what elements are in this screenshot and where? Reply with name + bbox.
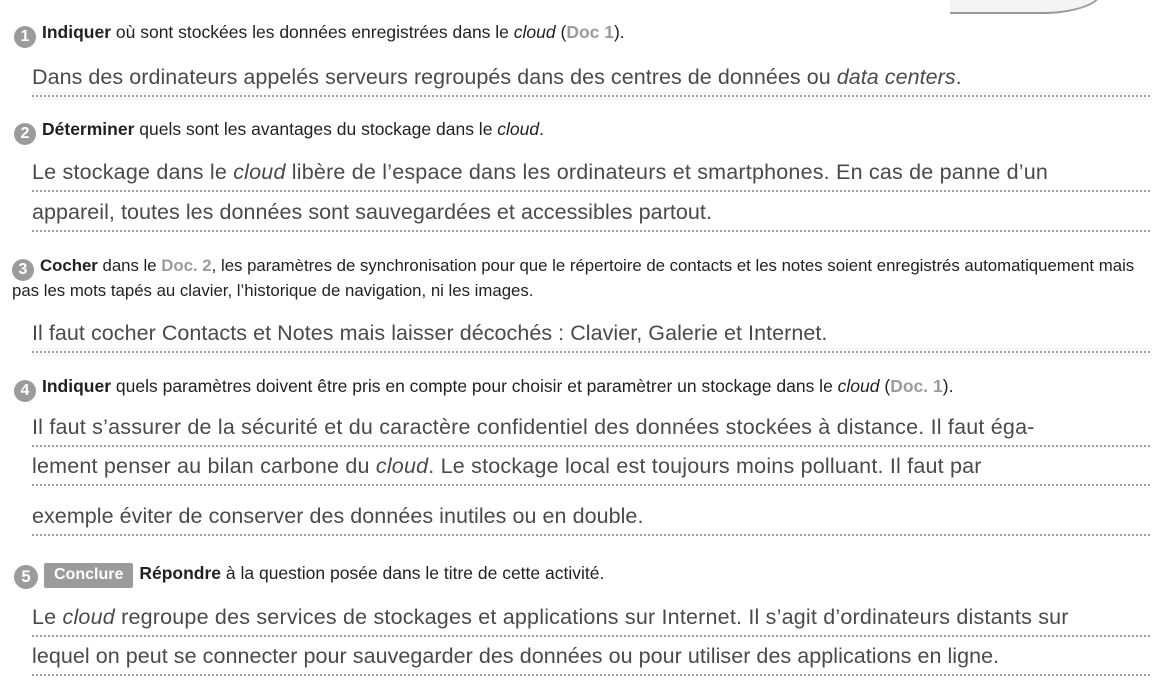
- answer-line: [32, 193, 1150, 232]
- conclure-badge: Conclure: [44, 563, 133, 588]
- question-keyword: Cocher: [40, 256, 98, 275]
- question-number-badge: 4: [14, 380, 36, 402]
- doc-reference: Doc 1: [566, 22, 614, 42]
- answer-text-italic: cloud: [375, 454, 429, 478]
- question-keyword: Répondre: [139, 563, 222, 583]
- answer-line: [32, 314, 1150, 353]
- answer-line: [32, 408, 1150, 447]
- question-text: dans le: [97, 256, 162, 275]
- question-text: où sont stockées les données enregistrées dans le: [111, 22, 514, 42]
- answer-text: Le: [32, 605, 63, 629]
- answer-text: lequel on peut se connecter pour sauvegarder des données ou pour utiliser des applications en ligne.: [32, 644, 1000, 668]
- question-keyword: Déterminer: [42, 119, 135, 139]
- question-text: quels sont les avantages du stockage dans le: [134, 119, 498, 139]
- corner-decoration: [950, 0, 1102, 14]
- question-text: ).: [613, 22, 625, 42]
- question-2: [14, 118, 544, 145]
- question-1: [14, 21, 625, 48]
- question-text-italic: cloud: [837, 376, 880, 396]
- answer-text: Le stockage dans le: [32, 160, 234, 184]
- answer-line: [32, 58, 1150, 97]
- doc-reference: Doc. 1: [890, 376, 943, 396]
- answer-text: Il faut s’assurer de la sécurité et du caractère confidentiel des données stockées à distance. Il faut éga-: [32, 415, 1035, 439]
- answer-text: lement penser au bilan carbone du: [32, 454, 376, 478]
- question-3: [12, 256, 1162, 301]
- question-keyword: Indiquer: [42, 376, 112, 396]
- answer-text-italic: cloud: [233, 160, 286, 184]
- answer-text: . Le stockage local est toujours moins polluant. Il faut par: [428, 454, 982, 478]
- question-text: ).: [942, 376, 954, 396]
- question-text-italic: cloud: [497, 119, 540, 139]
- answer-line: [32, 447, 1150, 486]
- question-number-badge: 1: [14, 26, 36, 48]
- answer-text-italic: cloud: [62, 605, 115, 629]
- question-number-badge: 3: [12, 259, 34, 281]
- question-number-badge: 5: [14, 565, 38, 589]
- answer-line: [32, 598, 1150, 637]
- answer-line: [32, 497, 1150, 536]
- answer-text: regroupe des services de stockages et applications sur Internet. Il s’agit d’ordinateurs distants sur: [114, 605, 1069, 629]
- answer-text: appareil, toutes les données sont sauvegardées et accessibles partout.: [32, 200, 712, 224]
- doc-reference: Doc. 2: [161, 256, 212, 275]
- answer-text: exemple éviter de conserver des données inutiles ou en double.: [32, 504, 644, 528]
- question-text: quels paramètres doivent être pris en compte pour choisir et paramètrer un stockage dans le: [111, 376, 838, 396]
- question-text: (: [879, 376, 891, 396]
- question-4: [14, 375, 953, 402]
- answer-line: [32, 153, 1150, 192]
- question-text: , les paramètres de synchronisation pour que le répertoire de contacts et les notes soient enregistrés automatiquement mais pas les mots tapés au clavier, l’historique de navigation, ni les images.: [12, 256, 1135, 300]
- answer-text: Il faut cocher Contacts et Notes mais laisser décochés : Clavier, Galerie et Internet.: [32, 321, 828, 345]
- question-keyword: Indiquer: [42, 22, 112, 42]
- answer-line: [32, 637, 1150, 676]
- answer-text: Dans des ordinateurs appelés serveurs regroupés dans des centres de données ou: [32, 65, 837, 89]
- question-text: .: [539, 119, 545, 139]
- question-text: (: [555, 22, 567, 42]
- question-text-italic: cloud: [513, 22, 556, 42]
- answer-text: libère de l’espace dans les ordinateurs et smartphones. En cas de panne d’un: [285, 160, 1049, 184]
- answer-text: .: [955, 65, 962, 89]
- question-number-badge: 2: [14, 123, 36, 145]
- answer-text-italic: data centers: [836, 65, 956, 89]
- question-5: [14, 562, 604, 589]
- question-text: à la question posée dans le titre de cette activité.: [221, 563, 605, 583]
